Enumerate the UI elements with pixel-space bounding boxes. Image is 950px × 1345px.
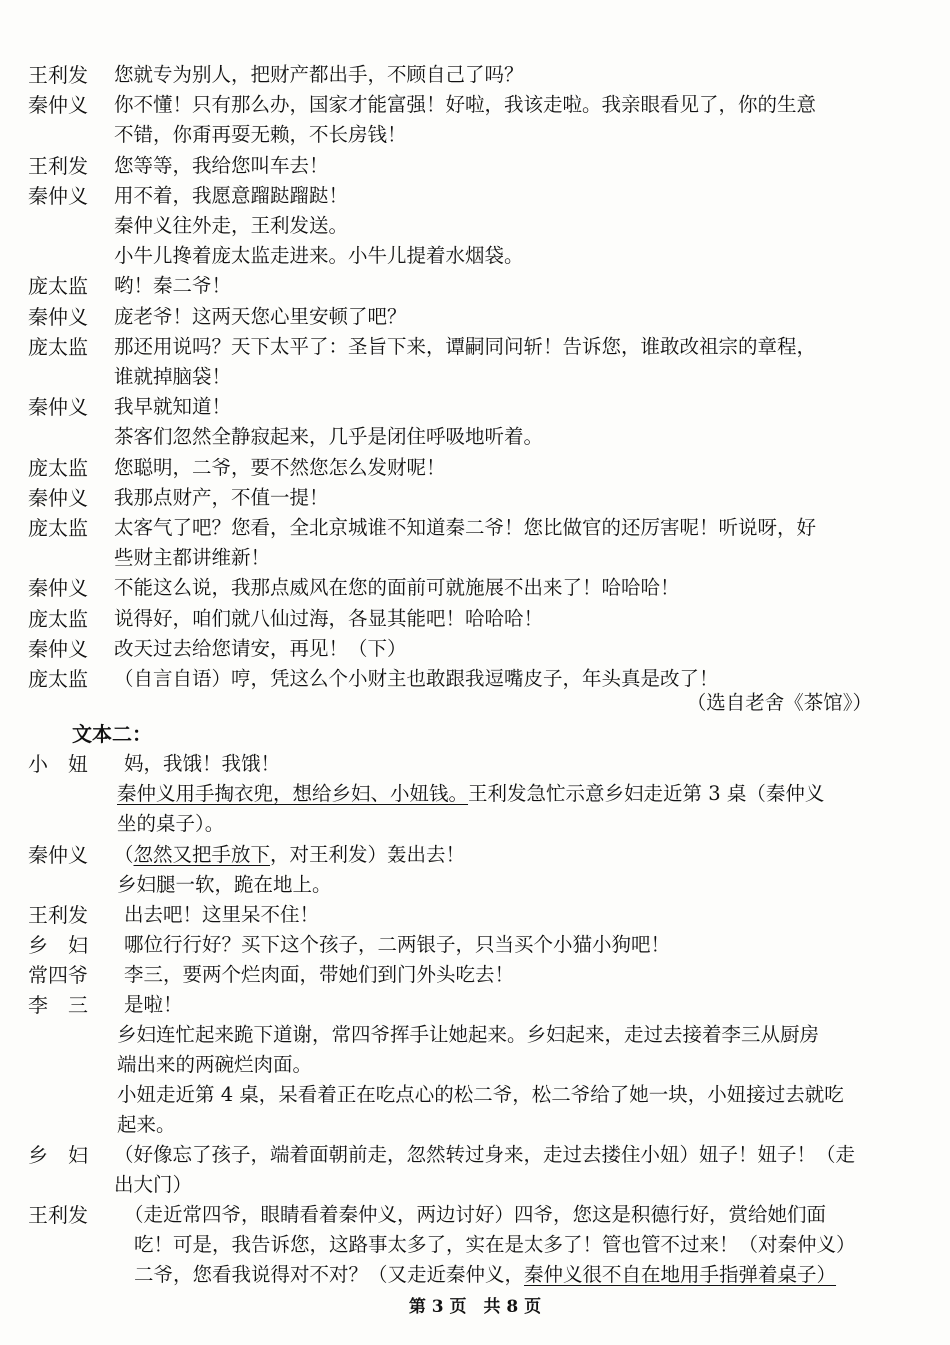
script-line bbox=[0, 302, 950, 332]
script-line bbox=[0, 604, 950, 634]
dialogue-text: 我早就知道！ bbox=[114, 395, 232, 419]
speaker-name: 秦仲义 bbox=[28, 636, 88, 661]
dialogue-text: 您聪明，二爷，要不然您怎么发财呢！ bbox=[114, 455, 446, 479]
script-line bbox=[0, 483, 950, 513]
script-line bbox=[0, 392, 950, 422]
speaker-name: 乡 妇 bbox=[28, 933, 88, 957]
dialogue-text: 那还用说吗？天下太平了：圣旨下来，谭嗣同问斩！告诉您，谁敢改祖宗的章程， bbox=[114, 334, 817, 358]
stage-direction-text: 乡妇腿一软，跪在地上。 bbox=[117, 873, 332, 896]
script-line bbox=[0, 151, 950, 181]
script-line bbox=[0, 1230, 950, 1260]
stage-direction bbox=[0, 422, 950, 452]
dialogue-text: 李三，要两个烂肉面，带她们到门外头吃去！ bbox=[124, 963, 515, 986]
stage-direction bbox=[0, 1080, 950, 1110]
script-line bbox=[0, 900, 950, 930]
underlined-text: 秦仲义用手掏衣兜，想给乡妇、小妞钱。 bbox=[117, 782, 469, 805]
stage-direction-text: 王利发急忙示意乡妇走近第 3 桌（秦仲义 bbox=[468, 782, 825, 805]
script-line bbox=[0, 634, 950, 664]
page-footer: 第 3 页 共 8 页 bbox=[408, 1297, 542, 1317]
speaker-name: 庞太监 bbox=[28, 516, 88, 540]
source-citation: （选自老舍《茶馆》） bbox=[686, 691, 872, 714]
speaker-name: 秦仲义 bbox=[28, 485, 88, 510]
dialogue-text: 改天过去给您请安，再见！（下） bbox=[114, 636, 407, 660]
dialogue-text: 妈，我饿！我饿！ bbox=[124, 752, 281, 775]
script-line bbox=[0, 332, 950, 362]
speaker-name: 庞太监 bbox=[28, 667, 88, 691]
stage-direction bbox=[0, 809, 950, 839]
speaker-name: 庞太监 bbox=[28, 455, 88, 480]
speaker-name: 庞太监 bbox=[28, 334, 88, 359]
script-line bbox=[0, 513, 950, 543]
stage-direction bbox=[0, 1050, 950, 1080]
script-line bbox=[0, 749, 950, 779]
stage-direction-text: 小妞走近第 4 桌，呆看着正在吃点心的松二爷，松二爷给了她一块，小妞接过去就吃 bbox=[117, 1083, 844, 1106]
speaker-name: 常四爷 bbox=[28, 963, 88, 987]
dialogue-text: 我那点财产，不值一提！ bbox=[114, 485, 329, 509]
underlined-text: 忽然又把手放下 bbox=[133, 843, 271, 866]
speaker-name: 庞太监 bbox=[28, 606, 88, 631]
script-line: 秦仲义 （忽然又把手放下，对王利发）轰出去！ bbox=[0, 840, 950, 870]
speaker-name: 王利发 bbox=[28, 63, 88, 87]
stage-direction-text: 小牛儿搀着庞太监走进来。小牛儿提着水烟袋。 bbox=[114, 244, 524, 268]
speaker-name: 秦仲义 bbox=[28, 395, 88, 420]
speaker-name: 王利发 bbox=[28, 153, 88, 178]
stage-direction bbox=[0, 543, 950, 573]
speaker-name: 秦仲义 bbox=[28, 93, 88, 118]
speaker-name: 秦仲义 bbox=[28, 304, 88, 329]
script-line bbox=[0, 990, 950, 1020]
dialogue-text: 说得好，咱们就八仙过海，各显其能吧！哈哈哈！ bbox=[114, 606, 544, 630]
speaker-name: 庞太监 bbox=[28, 274, 88, 299]
dialogue-text: 哪位行行好？买下这个孩子，二两银子，只当买个小猫小狗吧！ bbox=[124, 933, 671, 956]
stage-direction-text: 不错，你甭再耍无赖，不长房钱！ bbox=[114, 123, 407, 147]
stage-direction bbox=[0, 1110, 950, 1140]
stage-direction-text: 端出来的两碗烂肉面。 bbox=[117, 1053, 313, 1076]
stage-direction bbox=[0, 241, 950, 271]
stage-direction bbox=[0, 779, 950, 809]
dialogue-text: 是啦！ bbox=[124, 993, 183, 1016]
speaker-name: 小 妞 bbox=[28, 752, 88, 776]
script-line bbox=[0, 90, 950, 120]
script-line bbox=[0, 453, 950, 483]
dialogue-text: 出去吧！这里呆不住！ bbox=[124, 903, 320, 926]
script-line bbox=[0, 960, 950, 990]
script-line bbox=[0, 60, 950, 90]
dialogue-text: （自言自语）哼，凭这么个小财主也敢跟我逗嘴皮子，年头真是改了！ bbox=[114, 667, 719, 690]
script-line bbox=[0, 271, 950, 301]
speaker-name: 王利发 bbox=[28, 903, 88, 927]
dialogue-text: （走近常四爷，眼睛看着秦仲义，两边讨好）四爷，您这是积德行好，赏给她们面 bbox=[124, 1203, 827, 1226]
dialogue-text: 您等等，我给您叫车去！ bbox=[114, 153, 329, 177]
section-heading-text-two: 文本二： bbox=[72, 722, 152, 746]
stage-direction-text: 些财主都讲维新！ bbox=[114, 546, 271, 570]
script-line bbox=[0, 1200, 950, 1230]
script-line bbox=[0, 181, 950, 211]
speaker-name: 秦仲义 bbox=[28, 843, 88, 867]
dialogue-text: 吃！可是，我告诉您，这路事太多了，实在是太多了！管也管不过来！（对秦仲义） bbox=[134, 1233, 856, 1256]
dialogue-text: 你不懂！只有那么办，国家才能富强！好啦，我该走啦。我亲眼看见了，你的生意 bbox=[114, 93, 817, 117]
dialogue-text: 您就专为别人，把财产都出手，不顾自己了吗？ bbox=[114, 63, 524, 86]
speaker-name: 秦仲义 bbox=[28, 183, 88, 208]
dialogue-text: 庞老爷！这两天您心里安顿了吧？ bbox=[114, 304, 407, 328]
stage-direction bbox=[0, 211, 950, 241]
stage-direction-text: 秦仲义往外走，王利发送。 bbox=[114, 214, 349, 237]
underlined-text: 秦仲义很不自在地用手指弹着桌子） bbox=[524, 1263, 837, 1286]
script-line bbox=[0, 930, 950, 960]
stage-direction bbox=[0, 362, 950, 392]
stage-direction bbox=[0, 1020, 950, 1050]
stage-direction-text: 谁就掉脑袋！ bbox=[114, 365, 232, 388]
stage-direction-text: 乡妇连忙起来跪下道谢，常四爷挥手让她起来。乡妇起来，走过去接着李三从厨房 bbox=[117, 1023, 820, 1046]
dialogue-text: 出大门） bbox=[114, 1173, 193, 1196]
dialogue-text: 用不着，我愿意蹓跶蹓跶！ bbox=[114, 183, 349, 207]
speaker-name: 乡 妇 bbox=[28, 1143, 88, 1167]
script-line: 二爷，您看我说得对不对？（又走近秦仲义，秦仲义很不自在地用手指弹着桌子） bbox=[134, 1263, 837, 1286]
dialogue-text: 哟！秦二爷！ bbox=[114, 274, 232, 298]
script-line bbox=[0, 573, 950, 603]
speaker-name: 秦仲义 bbox=[28, 576, 88, 601]
stage-direction bbox=[0, 870, 950, 900]
stage-direction bbox=[0, 120, 950, 150]
stage-direction-text: 起来。 bbox=[117, 1113, 176, 1136]
speaker-name: 王利发 bbox=[28, 1203, 88, 1227]
stage-direction-text: 茶客们忽然全静寂起来，几乎是闭住呼吸地听着。 bbox=[114, 425, 544, 449]
dialogue-text: 不能这么说，我那点威风在您的面前可就施展不出来了！哈哈哈！ bbox=[114, 576, 680, 600]
speaker-name: 李 三 bbox=[28, 993, 88, 1017]
dialogue-text: 太客气了吧？您看，全北京城谁不知道秦二爷！您比做官的还厉害呢！听说呀，好 bbox=[114, 516, 817, 539]
stage-direction-text: 坐的桌子）。 bbox=[117, 812, 225, 835]
script-line bbox=[0, 1140, 950, 1170]
script-line bbox=[0, 1170, 950, 1200]
dialogue-text: （好像忘了孩子，端着面朝前走，忽然转过身来，走过去搂住小妞）妞子！妞子！（走 bbox=[114, 1143, 856, 1166]
